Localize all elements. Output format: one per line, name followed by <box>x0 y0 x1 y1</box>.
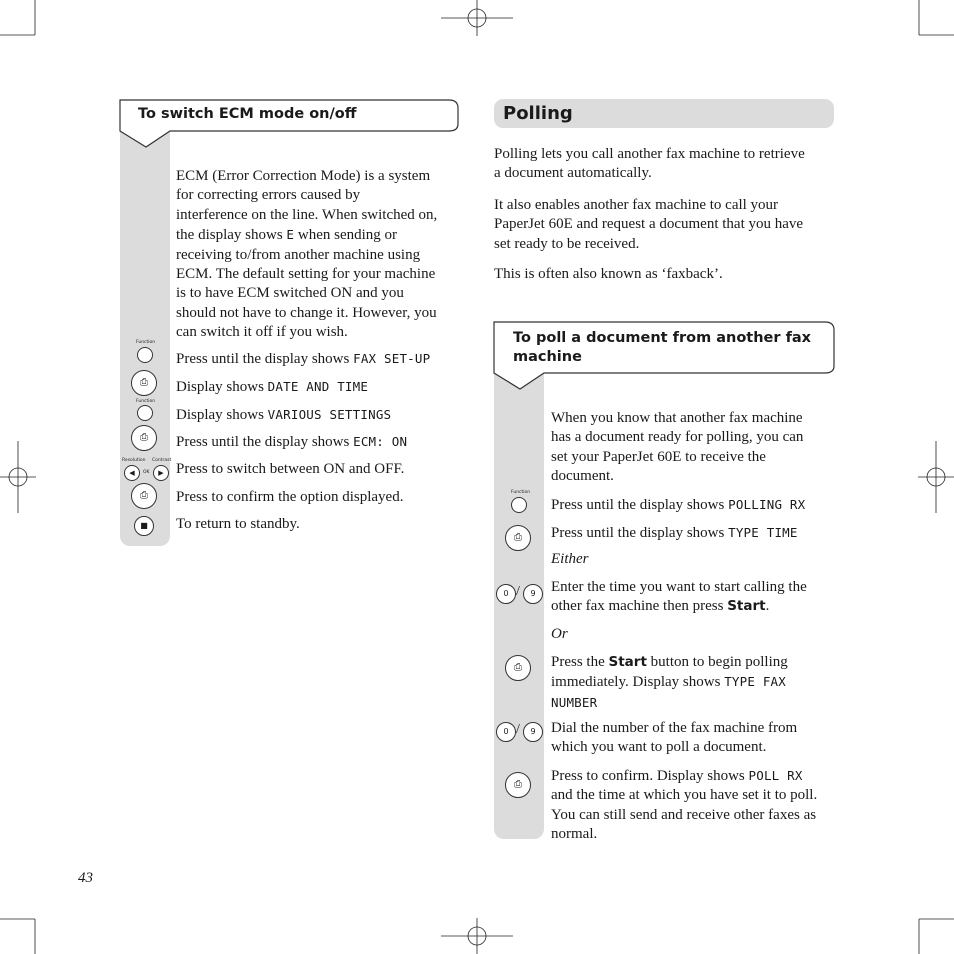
start-button-icon: ⎙ <box>131 425 157 451</box>
ecm-step-2: Display shows DATE AND TIME <box>176 379 369 395</box>
zero-key-icon: 0 <box>496 584 516 604</box>
poll-step-1: Press until the display shows POLLING RX <box>551 497 806 513</box>
right-arrow-icon: ▶ <box>153 465 169 481</box>
either-label: Either <box>551 551 589 567</box>
ecm-step-5: Press to switch between ON and OFF. <box>176 461 405 477</box>
ecm-intro: ECM (Error Correction Mode) is a system for correcting errors caused by interference on the line. When switched on, the display shows E when sending or receiving to/from another machine using ECM. The default setting for your machine is to have ECM switched ON and you should not have to change it. However, you can switch it off if you wish. <box>176 168 438 341</box>
ecm-step-3: Display shows VARIOUS SETTINGS <box>176 407 392 423</box>
slash-separator: / <box>516 722 520 737</box>
ecm-step-4: Press until the display shows ECM: ON <box>176 434 408 450</box>
ecm-step-7: To return to standby. <box>176 516 300 532</box>
ok-label: OK <box>143 470 150 475</box>
function-label: Function <box>511 490 531 495</box>
function-button-icon <box>137 405 153 421</box>
display-code: E <box>286 227 295 243</box>
polling-heading: Polling <box>503 103 573 124</box>
poll-intro: When you know that another fax machine has a document ready for polling, you can set your PaperJet 60E to receive the document. <box>551 410 804 485</box>
slash-separator: / <box>516 584 520 599</box>
nine-key-icon: 9 <box>523 722 543 742</box>
poll-step-4: Press the Start button to begin polling immediately. Display shows TYPE FAX NUMBER <box>551 654 788 710</box>
stop-button-icon: ■ <box>134 516 154 536</box>
function-label: Function <box>136 340 156 345</box>
resolution-label: Resolution <box>122 458 146 463</box>
start-button-icon: ⎙ <box>505 525 531 551</box>
page-number: 43 <box>78 870 93 886</box>
poll-step-2: Press until the display shows TYPE TIME <box>551 525 798 541</box>
start-button-icon: ⎙ <box>505 772 531 798</box>
start-button-icon: ⎙ <box>131 483 157 509</box>
function-button-icon <box>137 347 153 363</box>
ecm-step-1: Press until the display shows FAX SET-UP <box>176 351 431 367</box>
or-label: Or <box>551 626 568 642</box>
polling-para-2: It also enables another fax machine to call your PaperJet 60E and request a document that you have set ready to be received. <box>494 197 804 252</box>
left-arrow-icon: ◀ <box>124 465 140 481</box>
polling-para-1: Polling lets you call another fax machine to retrieve a document automatically. <box>494 146 805 182</box>
polling-para-3: This is often also known as ‘faxback’. <box>494 266 723 282</box>
zero-key-icon: 0 <box>496 722 516 742</box>
start-button-icon: ⎙ <box>131 370 157 396</box>
function-label: Function <box>136 399 156 404</box>
poll-heading: To poll a document from another fax machine <box>513 330 812 365</box>
ecm-heading: To switch ECM mode on/off <box>138 106 357 122</box>
poll-step-5: Dial the number of the fax machine from which you want to poll a document. <box>551 720 798 756</box>
contrast-label: Contrast <box>152 458 172 463</box>
ecm-step-6: Press to confirm the option displayed. <box>176 489 404 505</box>
nine-key-icon: 9 <box>523 584 543 604</box>
start-button-icon: ⎙ <box>505 655 531 681</box>
poll-sidebar-band <box>494 325 544 839</box>
poll-step-3: Enter the time you want to start calling the other fax machine then press Start. <box>551 579 807 615</box>
poll-step-6: Press to confirm. Display shows POLL RX and the time at which you have set it to poll. You can still send and receive other faxes as normal. <box>551 768 818 843</box>
function-button-icon <box>511 497 527 513</box>
